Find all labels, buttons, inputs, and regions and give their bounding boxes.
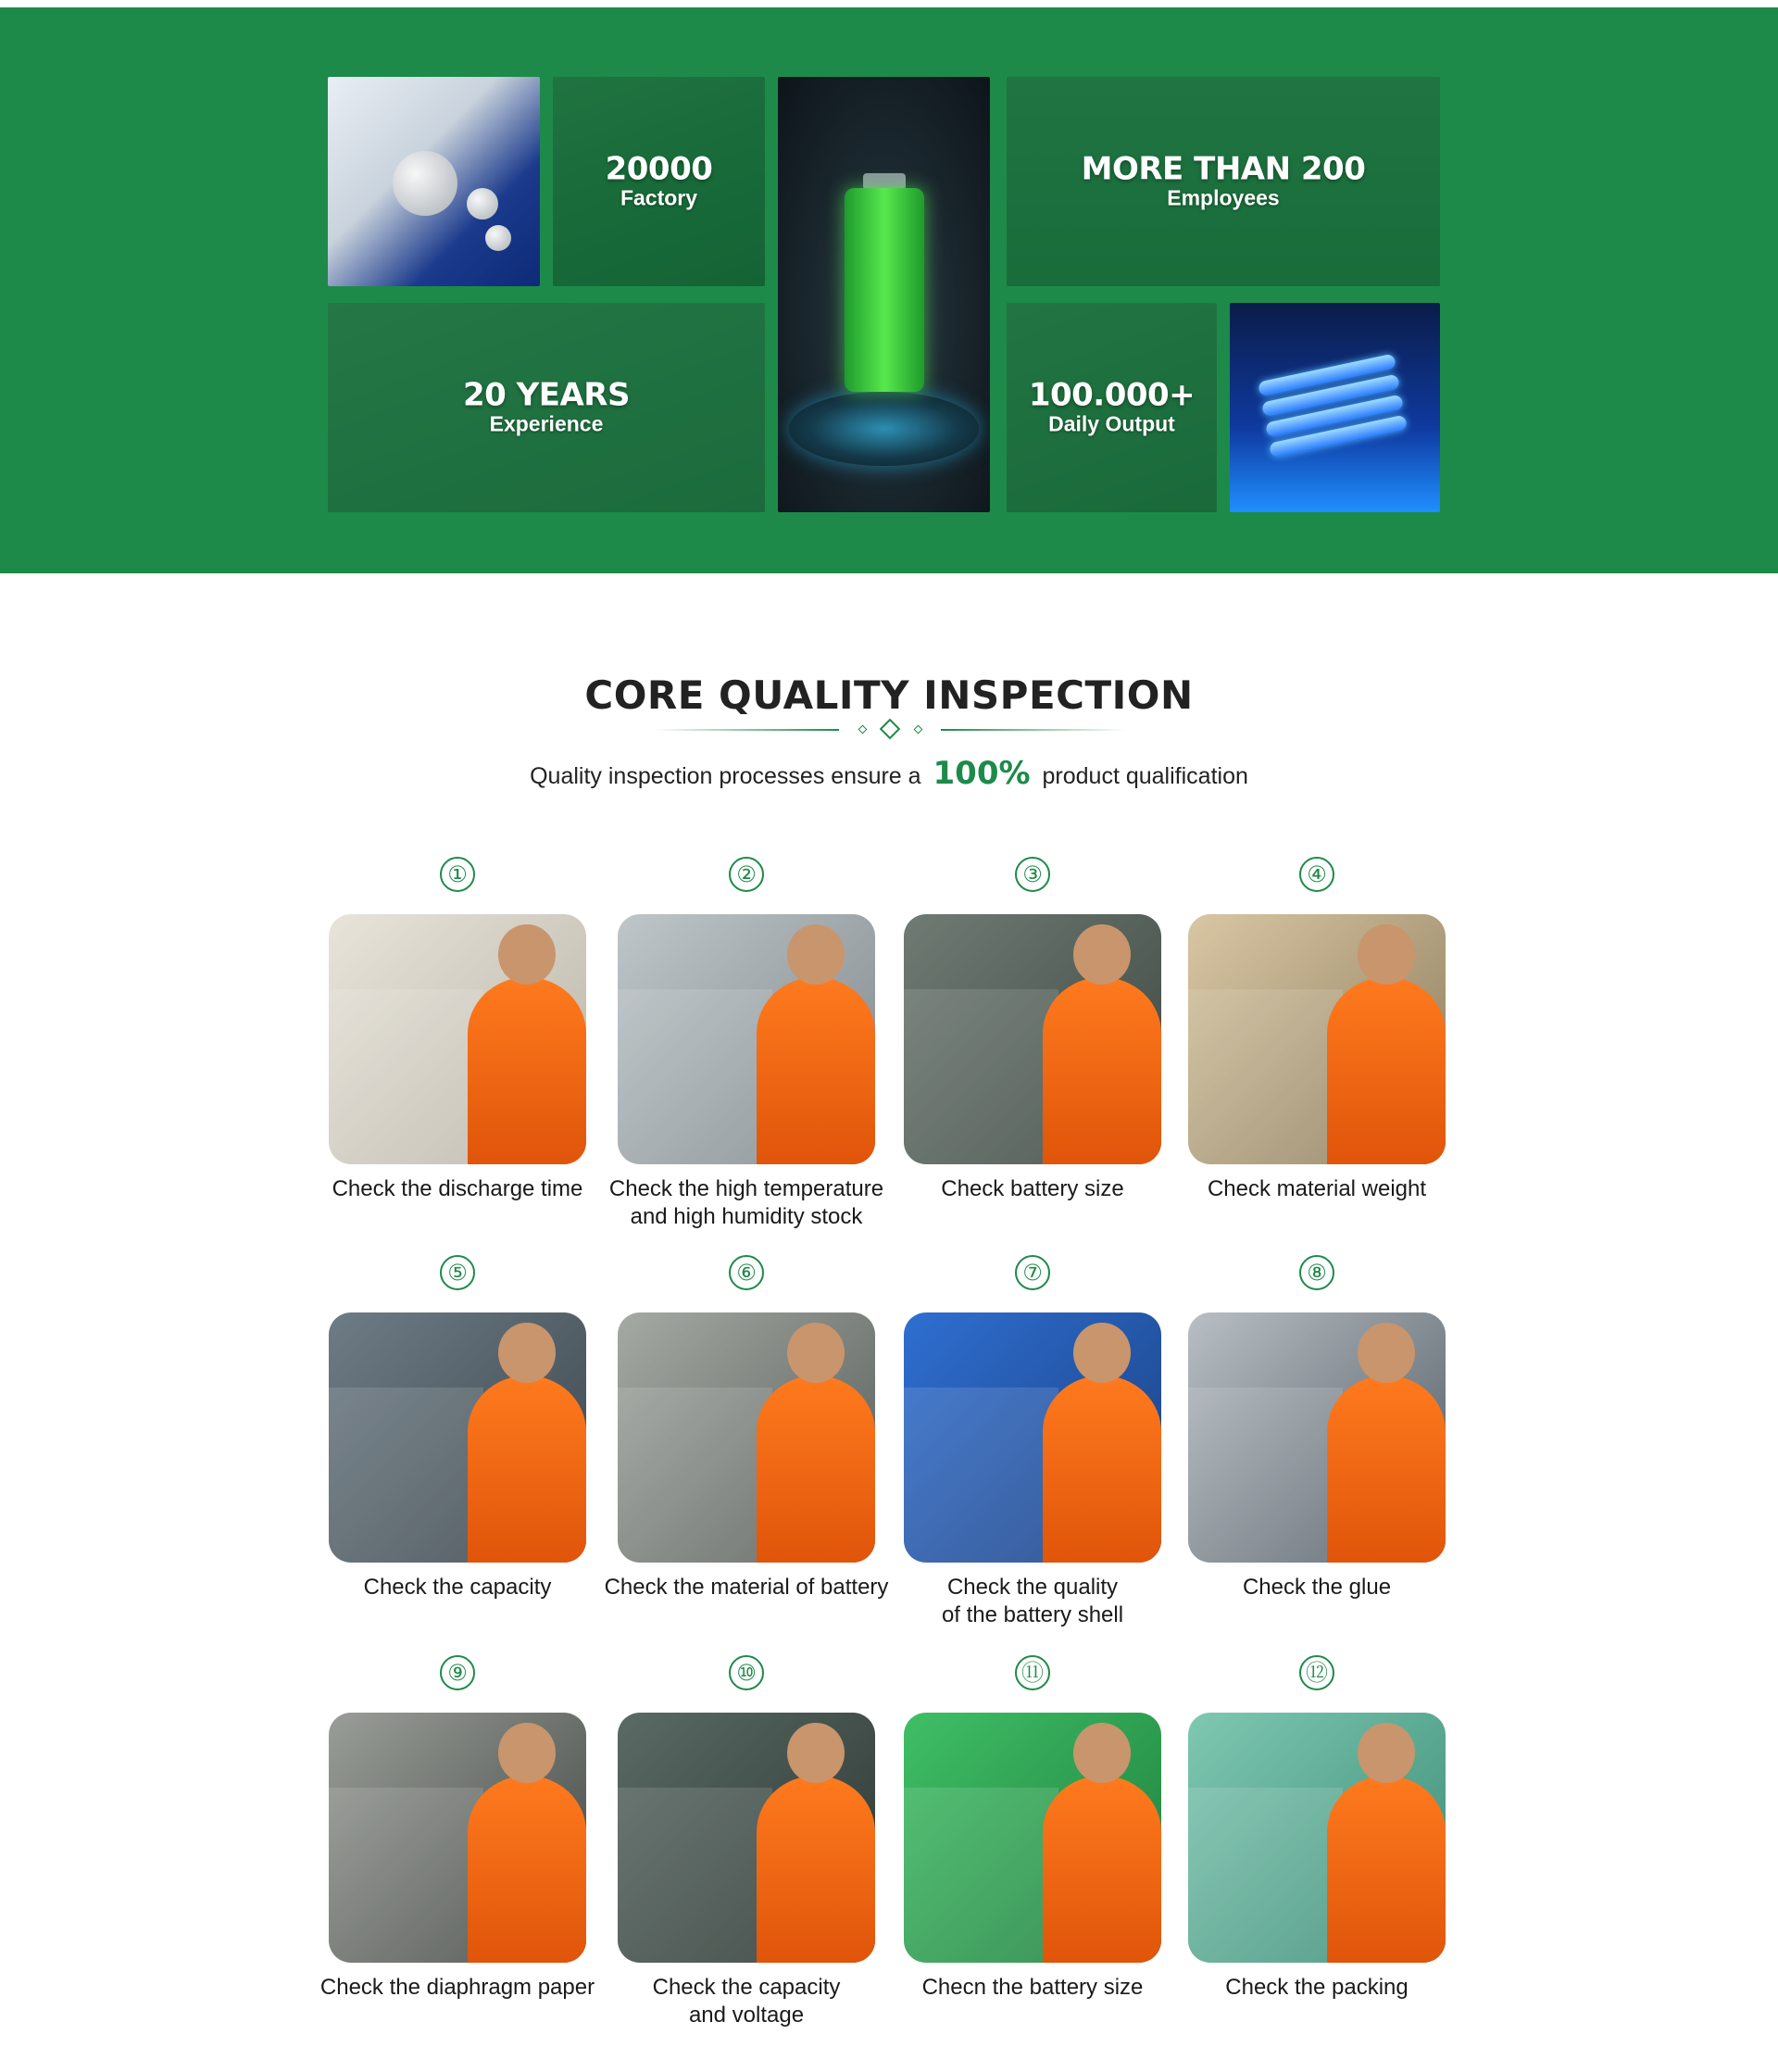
- step-caption-1: Check the discharge time: [332, 1176, 583, 1201]
- step-number-1: ①: [440, 857, 475, 892]
- output-stat-tile: [1007, 303, 1217, 512]
- step-photo-1: [329, 914, 586, 1164]
- step-caption-8: Check the glue: [1242, 1575, 1392, 1600]
- output-stat-label: Daily Output: [1048, 411, 1175, 436]
- step-photo-11: [904, 1713, 1161, 1963]
- step-photo-9: [329, 1713, 586, 1963]
- battery-hero-image: [778, 77, 990, 512]
- step-number-4: ④: [1299, 857, 1334, 892]
- step-number-2: ②: [729, 857, 764, 892]
- output-stat-value: 100.000+: [1028, 376, 1196, 414]
- step-photo-10: [618, 1713, 875, 1963]
- employees-stat-value: MORE THAN 200: [1081, 150, 1366, 188]
- step-caption-4: Check material weight: [1207, 1176, 1427, 1201]
- title-divider: [654, 721, 1126, 739]
- step-photo-12: [1188, 1713, 1446, 1963]
- step-photo-2: [618, 914, 875, 1164]
- step-number-9: ⑨: [440, 1655, 475, 1690]
- step-photo-5: [329, 1312, 586, 1563]
- factory-stat-label: Factory: [620, 185, 698, 210]
- step-number-11: ⑪: [1015, 1655, 1050, 1690]
- step-caption-9: Check the diaphragm paper: [319, 1975, 595, 2000]
- step-photo-4: [1188, 914, 1446, 1164]
- section-subtitle: [0, 755, 1778, 792]
- step-caption-12: Check the packing: [1225, 1975, 1409, 2000]
- step-caption-10: Check the capacity and voltage: [652, 1975, 841, 2028]
- step-number-12: ⑫: [1299, 1655, 1334, 1690]
- step-number-6: ⑥: [729, 1255, 764, 1290]
- step-number-8: ⑧: [1299, 1255, 1334, 1290]
- employees-stat-label: Employees: [1167, 185, 1280, 210]
- factory-stat-tile: [553, 77, 765, 286]
- experience-stat-tile: [328, 303, 765, 512]
- experience-stat-value: 20 YEARS: [463, 376, 630, 414]
- employees-stat-tile: [1007, 77, 1440, 286]
- battery-cells-image: [1230, 303, 1440, 512]
- step-caption-3: Check battery size: [941, 1176, 1124, 1201]
- step-number-3: ③: [1015, 857, 1050, 892]
- step-photo-3: [904, 914, 1161, 1164]
- step-caption-11: Checn the battery size: [921, 1975, 1144, 2000]
- experience-stat-label: Experience: [489, 411, 604, 436]
- step-number-10: ⑩: [729, 1655, 764, 1690]
- step-caption-6: Check the material of battery: [604, 1575, 889, 1600]
- step-number-7: ⑦: [1015, 1255, 1050, 1290]
- step-number-5: ⑤: [440, 1255, 475, 1290]
- coin-cell-photo: [328, 77, 540, 286]
- factory-stat-value: 20000: [605, 150, 713, 188]
- step-caption-2: Check the high temperature and high humidity stock: [608, 1176, 884, 1229]
- subtitle-text-end: product qualification: [1042, 763, 1248, 789]
- subtitle-text-start: Quality inspection processes ensure a: [530, 763, 921, 789]
- section-title: CORE QUALITY INSPECTION: [584, 672, 1194, 718]
- step-caption-5: Check the capacity: [363, 1575, 552, 1600]
- subtitle-highlight: 100%: [933, 755, 1031, 792]
- step-photo-7: [904, 1312, 1161, 1563]
- step-photo-6: [618, 1312, 875, 1563]
- step-caption-7: Check the quality of the battery shell: [941, 1575, 1124, 1627]
- step-photo-8: [1188, 1312, 1446, 1563]
